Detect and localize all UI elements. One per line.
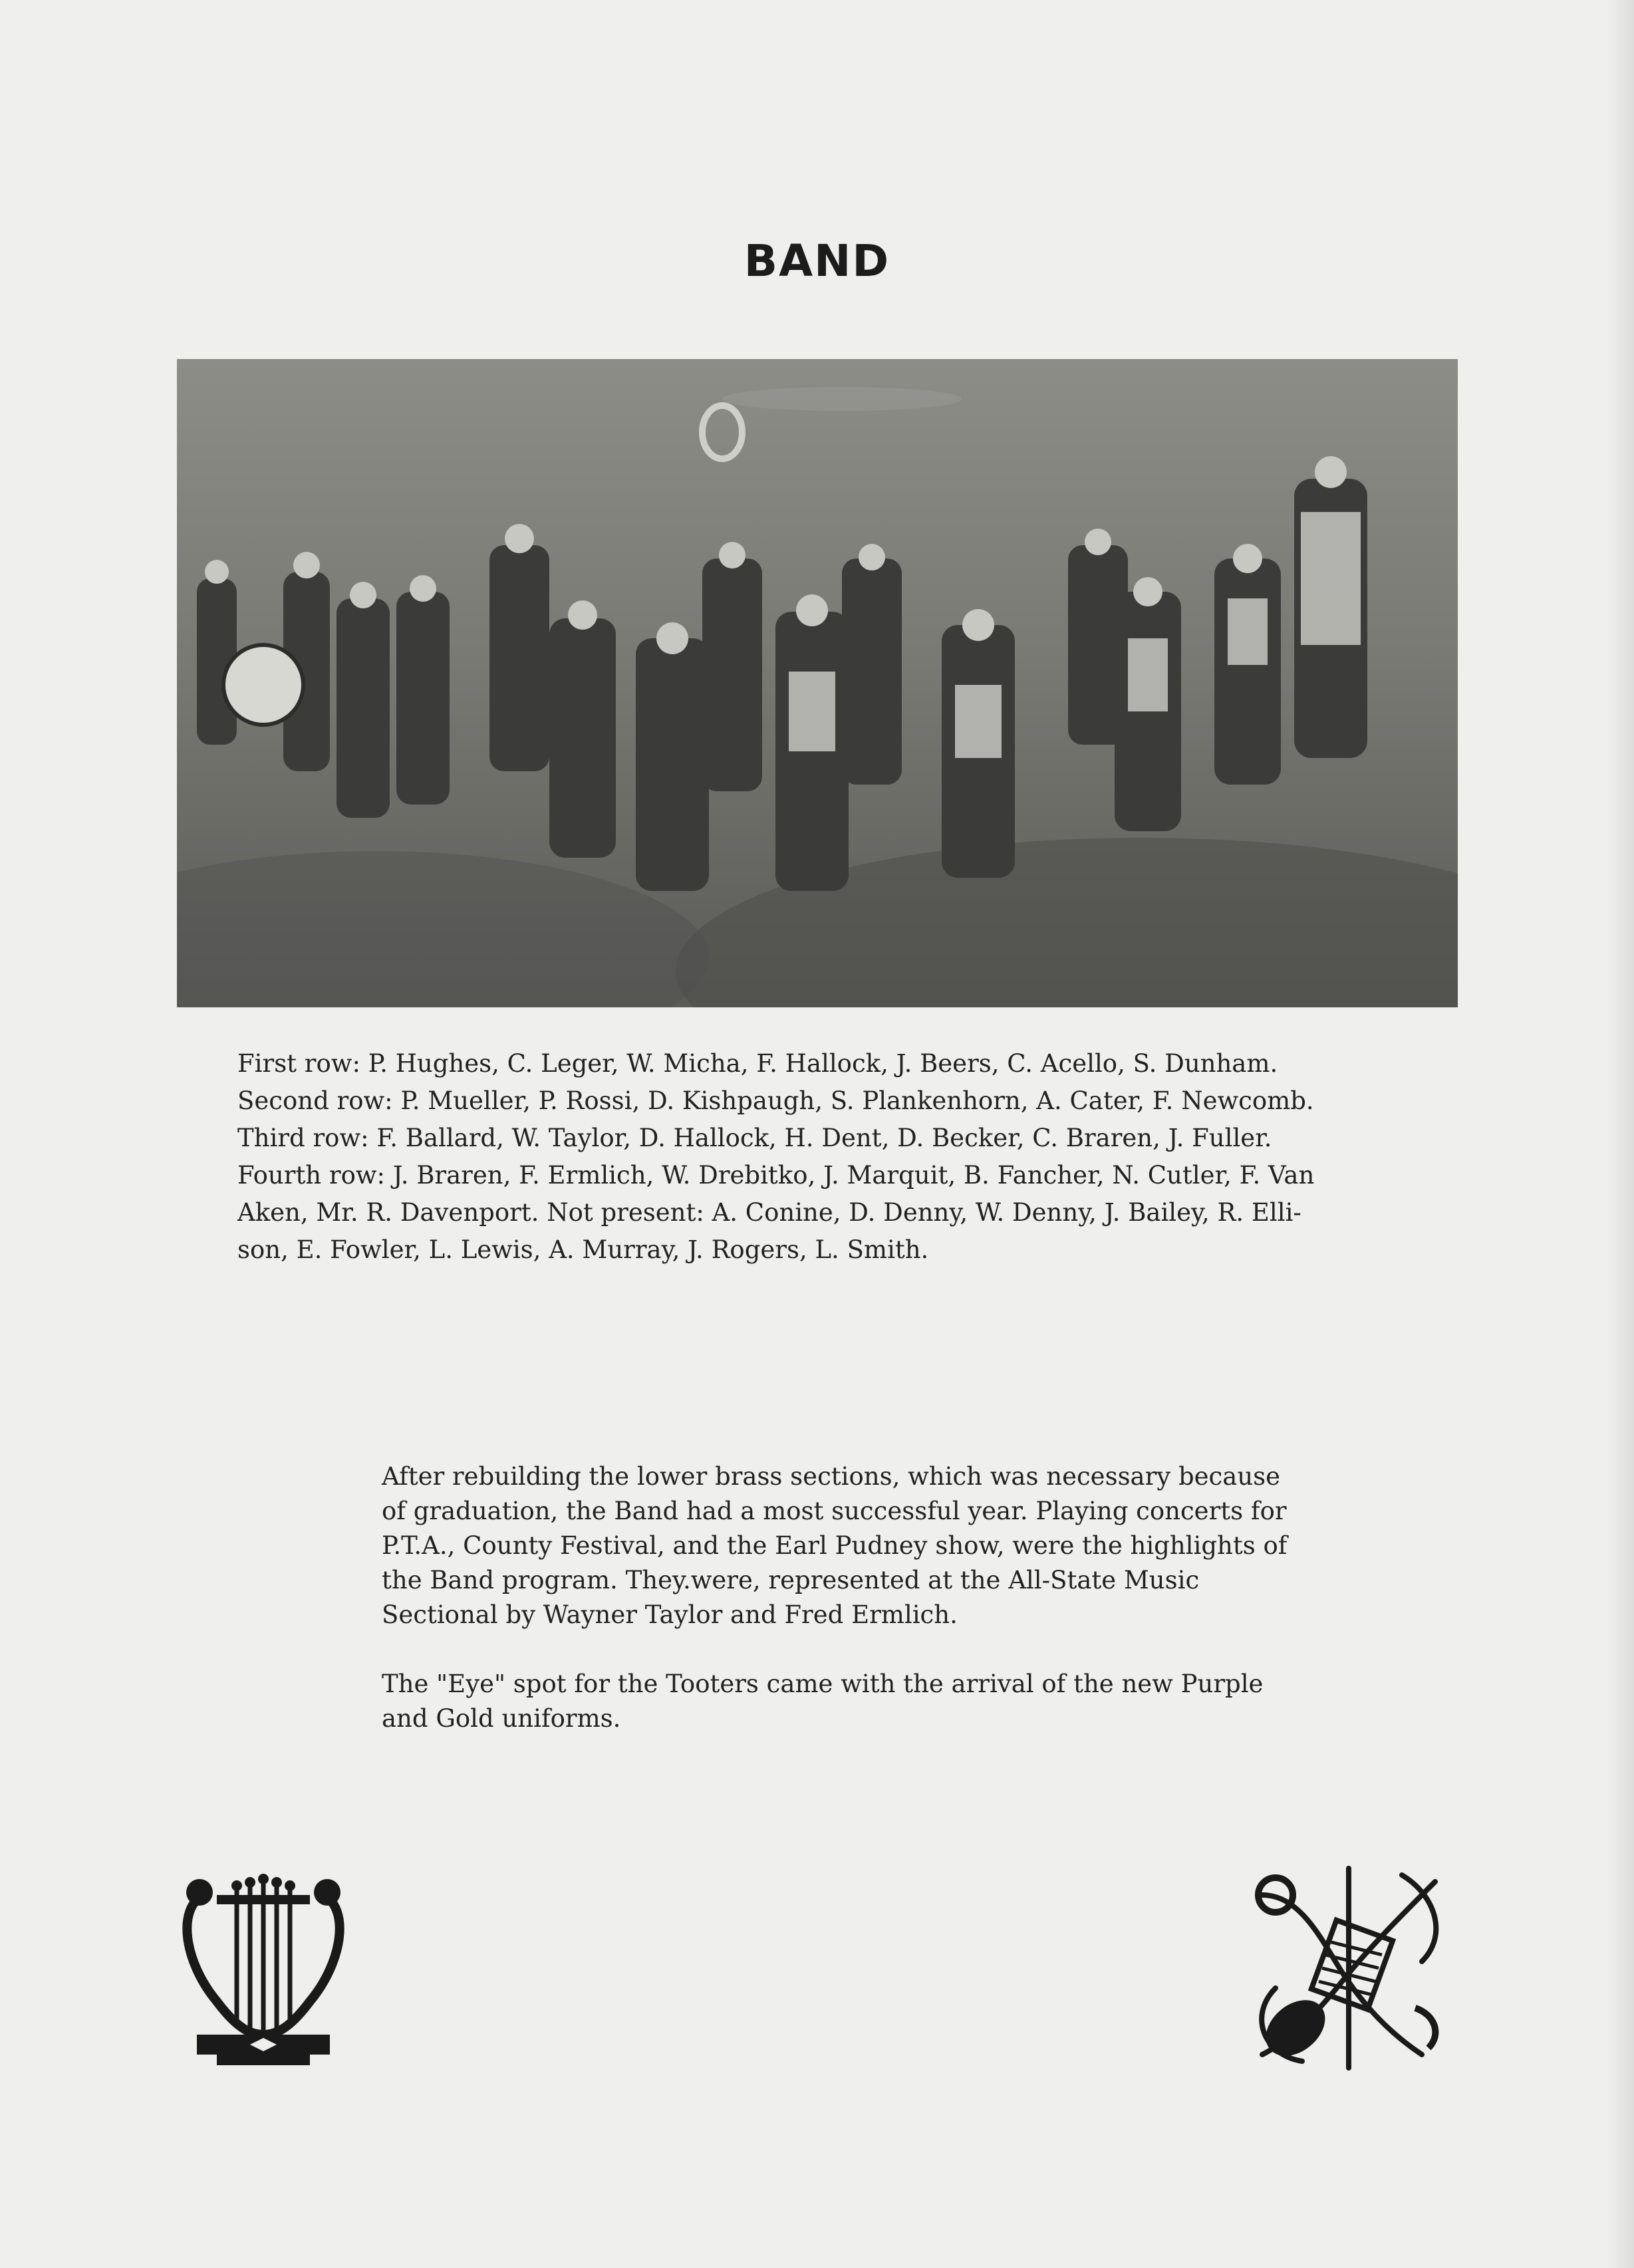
page-title: BAND bbox=[744, 235, 890, 287]
caption-line: Aken, Mr. R. Davenport. Not present: A. Conine, D. Denny, W. Denny, J. Bailey, R. Elli- bbox=[237, 1198, 1301, 1227]
caption-line: Fourth row: J. Braren, F. Ermlich, W. Drebitko, J. Marquit, B. Fancher, N. Cutler, F. Van bbox=[237, 1161, 1315, 1190]
caption-line: son, E. Fowler, L. Lewis, A. Murray, J. Rogers, L. Smith. bbox=[237, 1235, 929, 1264]
caption-line: First row: P. Hughes, C. Leger, W. Micha, F. Hallock, J. Beers, C. Acello, S. Dunham. bbox=[237, 1049, 1278, 1078]
photo-caption bbox=[237, 1045, 1421, 1269]
instruments-emblem-icon bbox=[1236, 1855, 1462, 2081]
band-description bbox=[382, 1459, 1299, 1771]
body-paragraph: After rebuilding the lower brass sections, which was necessary because of graduation, the Band had a most successful year. Playing concerts for P.T.A., County Festival, and the Earl Pudney show, were the highlights of the Band program. They.were, represented at the All-State Music Sectional by Wayner Taylor and Fred Ermlich. bbox=[382, 1462, 1288, 1629]
page-edge-shadow bbox=[1607, 0, 1634, 2268]
body-paragraph: The "Eye" spot for the Tooters came with the arrival of the new Purple and Gold uniforms. bbox=[382, 1670, 1264, 1733]
caption-line: Second row: P. Mueller, P. Rossi, D. Kishpaugh, S. Plankenhorn, A. Cater, F. Newcomb. bbox=[237, 1086, 1314, 1115]
caption-line: Third row: F. Ballard, W. Taylor, D. Hallock, H. Dent, D. Becker, C. Braren, J. Fuller. bbox=[237, 1124, 1272, 1152]
band-group-photo bbox=[177, 359, 1458, 1007]
lyre-icon bbox=[177, 1868, 350, 2068]
